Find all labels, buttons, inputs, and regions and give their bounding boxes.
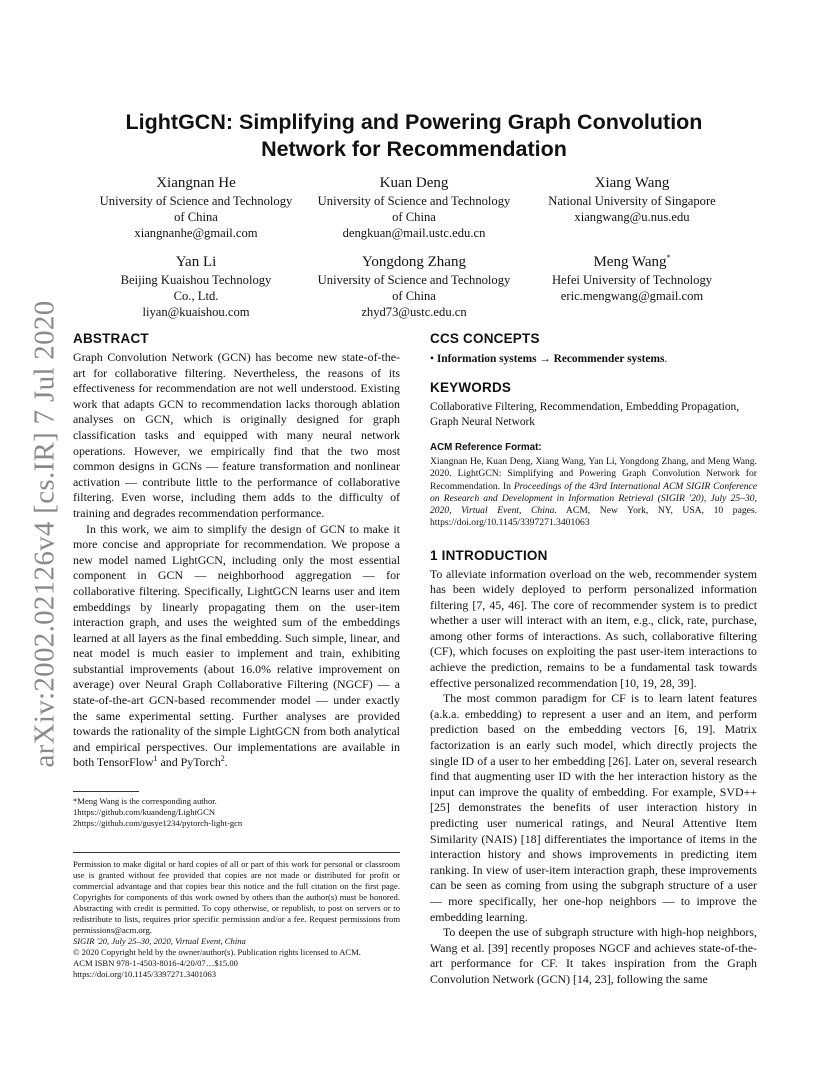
author-affiliation: University of Science and Technology (317, 273, 511, 287)
author-affiliation: of China (392, 210, 436, 225)
footnotes (73, 796, 400, 829)
acm-reference-heading: ACM Reference Format: (430, 441, 542, 453)
author-block (84, 174, 308, 242)
author-email: eric.mengwang@gmail.com (560, 289, 704, 304)
introduction-paragraph-1: To alleviate information overload on the web, recommender system has been widely deployed to perform personalized information filtering [7, 45, 46]. The core of recommender system is to predict whether a user will interact with an item, e.g., click, rate, purchase, among other forms of interactions. As such, collaborative filtering (CF), which focuses on exploiting the past user-item interactions to achieve the prediction, remains to be a fundamental task towards effective personalized recommendation [10, 19, 28, 39]. (430, 566, 757, 690)
left-column (73, 330, 400, 980)
footnote-2: 2https://github.com/gusye1234/pytorch-light-gcn (73, 818, 243, 829)
author-block (520, 253, 744, 304)
abstract-heading: ABSTRACT (73, 331, 149, 346)
abstract-paragraph-2-text: In this work, we aim to simplify the design of GCN to make it more concise and appropriate for recommendation. We propose a new model named LightGCN, including only the most essential component in GCN — neighborhood aggregation — for collaborative filtering. Specifically, LightGCN learns user and item embeddings by linearly propagating them on the user-item interaction graph, and uses the weighted sum of the embeddings learned at all layers as the final embedding. Such simple, linear, and neat model is much easier to implement and train, exhibiting substantial improvements (about 16.0% relative improvement on average) over Neural Graph Collaborative Filtering (NGCF) — a state-of-the-art GCN-based recommender model — under exactly the same experimental setting. Further analyses are provided towards the rationality of the simple LightGCN from both analytical and empirical perspectives. Our implementations are available in both TensorFlow (73, 521, 400, 770)
footnote-mark-2: 2 (220, 754, 225, 764)
right-column (430, 330, 757, 988)
author-affiliation: of China (174, 210, 218, 225)
author-email: dengkuan@mail.ustc.edu.cn (342, 226, 486, 241)
abstract-paragraph-2-mid: and PyTorch (157, 755, 221, 770)
title-line-2: Network for Recommendation (261, 137, 567, 161)
corresponding-author-mark: * (666, 253, 671, 262)
author-email: xiangnanhe@gmail.com (134, 226, 258, 241)
acm-reference-authors: Xiangnan He, Kuan Deng, Xiang Wang, Yan Li, Yongdong Zhang, and Meng Wang. 2020. LightGCN: Simplifying and Powering Graph Convolution Network for Recommendation. In (430, 456, 757, 492)
author-name: Xiangnan He (156, 175, 236, 191)
author-name: Xiang Wang (594, 175, 670, 191)
ccs-bullet: • (430, 353, 437, 365)
author-affiliation: University of Science and Technology (99, 194, 293, 208)
copyright-notice: © 2020 Copyright held by the owner/author(s). Publication rights licensed to ACM. (73, 947, 361, 958)
author-affiliation: of China (392, 289, 436, 304)
doi-link[interactable]: https://doi.org/10.1145/3397271.3401063 (73, 969, 216, 980)
ccs-heading: CCS CONCEPTS (430, 331, 540, 346)
abstract-paragraph-2 (73, 522, 400, 772)
footnote-mark-1: 1 (153, 754, 158, 764)
footnote-1: 1https://github.com/kuandeng/LightGCN (73, 807, 216, 818)
author-name (520, 253, 744, 271)
arxiv-identifier (23, 300, 67, 768)
author-block (302, 253, 526, 321)
author-email: zhyd73@ustc.edu.cn (361, 305, 467, 320)
conference-venue: SIGIR '20, July 25–30, 2020, Virtual Event, China (73, 936, 246, 947)
author-email: xiangwang@u.nus.edu (574, 210, 690, 225)
permission-block (73, 859, 400, 980)
author-block (520, 174, 744, 225)
author-name: Yan Li (175, 254, 217, 270)
author-name: Kuan Deng (379, 175, 449, 191)
title-line-1: LightGCN: Simplifying and Powering Graph Convolution (125, 110, 703, 134)
author-affiliation: Co., Ltd. (173, 289, 219, 304)
author-email: liyan@kuaishou.com (142, 305, 250, 320)
author-block (84, 253, 308, 321)
author-name: Yongdong Zhang (362, 254, 466, 270)
ccs-concepts (430, 352, 757, 368)
footnote-divider (73, 791, 139, 792)
author-affiliation: Beijing Kuaishou Technology (120, 273, 272, 287)
keywords-text: Collaborative Filtering, Recommendation, Embedding Propagation, Graph Neural Network (430, 400, 740, 429)
permission-divider (73, 852, 400, 853)
author-affiliation: National University of Singapore (548, 194, 716, 208)
paper-title (80, 109, 748, 163)
permission-text: Permission to make digital or hard copies of all or part of this work for personal or classroom use is granted without fee provided that copies are not made or distributed for profit or commercial advantage and that copies bear this notice and the full citation on the first page. Copyrights for components of this work owned by others than the author(s) must be honored. Abstracting with credit is permitted. To copy otherwise, or republish, to post on servers or to redistribute to lists, requires prior specific permission and/or a fee. Request permissions from permissions@acm.org. (73, 859, 400, 936)
acm-reference-publisher: ACM, New York, NY, USA, 10 pages. https://doi.org/10.1145/3397271.3401063 (430, 505, 758, 529)
introduction-paragraph-2: The most common paradigm for CF is to learn latent features (a.k.a. embedding) to represent a user and an item, and perform prediction based on the embedding vectors [6, 19]. Matrix factorization is an early such model, which directly projects the single ID of a user to her embedding [26]. Later on, several research find that augmenting user ID with the her interaction history as the input can improve the quality of embedding. For example, SVD++ [25] demonstrates the benefits of user interaction history in predicting user numerical ratings, and Neural Attentive Item Similarity (NAIS) [18] differentiates the importance of items in the interaction history and shows improvements in predicting item ranking. In view of user-item interaction graph, these improvements can be seen as coming from using the subgraph structure of a user — more specifically, her one-hop neighbors — to improve the embedding learning. (430, 691, 757, 924)
ccs-item: Information systems → Recommender systems (436, 353, 665, 365)
keywords-heading: KEYWORDS (430, 379, 512, 395)
acm-reference-proceedings: Proceedings of the 43rd International ACM SIGIR Conference on Research and Development in Information Retrieval (SIGIR '20), July 25–30, 2020, Virtual Event, China. (430, 480, 758, 517)
abstract-paragraph-2-end: . (224, 755, 228, 770)
introduction-heading: 1 INTRODUCTION (430, 547, 548, 563)
author-affiliation: University of Science and Technology (317, 194, 511, 208)
author-affiliation: Hefei University of Technology (551, 273, 713, 287)
abstract-paragraph-1: Graph Convolution Network (GCN) has become new state-of-the-art for collaborative filtering. Nevertheless, the reasons of its effectiveness for recommendation are not well understood. Existing work that adapts GCN to recommendation lacks thorough ablation analyses on GCN, which is originally designed for graph classification tasks and equipped with many neural network operations. However, we empirically find that the two most common designs in GCNs — feature transformation and nonlinear activation — contribute little to the performance of collaborative filtering. Even worse, including them adds to the difficulty of training and degrades recommendation performance. (73, 350, 400, 520)
isbn: ACM ISBN 978-1-4503-8016-4/20/07…$15.00 (73, 958, 238, 969)
author-name-text: Meng Wang (593, 254, 667, 270)
ccs-end: . (664, 353, 668, 365)
author-block (302, 174, 526, 242)
acm-reference-text (430, 456, 757, 529)
introduction-paragraph-3: To deepen the use of subgraph structure with high-hop neighbors, Wang et al. [39] recently proposes NGCF and achieves state-of-the-art performance for CF. It takes inspiration from the Graph Convolution Network (GCN) [14, 23], following the same (430, 925, 757, 986)
footnote-corresponding: *Meng Wang is the corresponding author. (73, 796, 217, 807)
arxiv-id-text: arXiv:2002.02126v4 [cs.IR] 7 Jul 2020 (28, 300, 61, 768)
